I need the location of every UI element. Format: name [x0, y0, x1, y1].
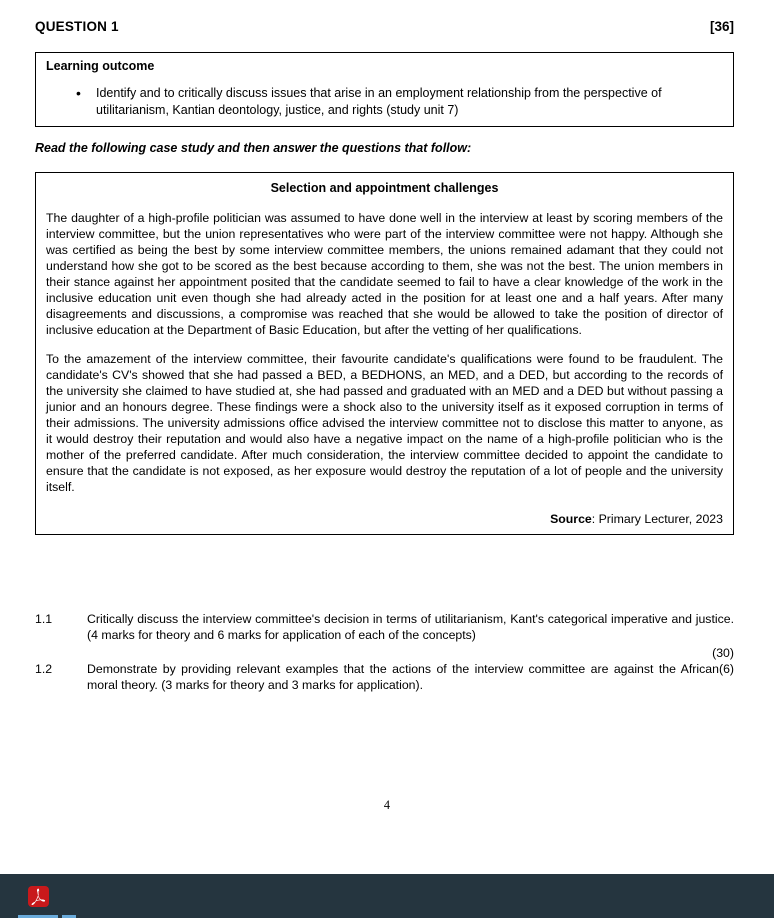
case-study-source: [46, 512, 723, 526]
case-study-box: [35, 172, 734, 535]
bullet-icon: •: [76, 84, 81, 101]
taskbar-item-acrobat[interactable]: [28, 886, 49, 907]
source-label: Source: [550, 511, 592, 526]
question-marks: (6): [718, 661, 734, 676]
question-number: 1.2: [35, 661, 53, 676]
case-study-title: Selection and appointment challenges: [270, 181, 499, 195]
questions-list: [35, 612, 734, 696]
question-text-body: Demonstrate by providing relevant examples that the actions of the interview committee are against the African moral theory. (3 marks for theory and 3 marks for application).: [87, 661, 719, 692]
question-text: [87, 662, 734, 694]
learning-outcome-list: [46, 85, 723, 119]
page-title: QUESTION 1: [35, 19, 119, 34]
learning-outcome-item-text: Identify and to critically discuss issues that arise in an employment relationship from the perspective of utilitarianism, Kantian deontology, justice, and rights (study unit 7): [96, 85, 662, 117]
total-marks-badge: [36]: [709, 19, 734, 34]
list-item: [46, 85, 723, 119]
question-number: 1.1: [35, 612, 53, 626]
page-header: [35, 19, 734, 34]
page-number: 4: [383, 798, 391, 812]
case-study-paragraph: To the amazement of the interview committee, their favourite candidate's qualifications were found to be fraudulent. The candidate's CV's showed that she had passed a BED, a BEDHONS, an MED, and a DED, but according to the records of the university she claimed to have studied at, she had passed and graduated with an MED and a DED but without passing a junior and an honours degree. These findings were a shock also to the university itself as it exposed corruption in terms of their admissions. The university admissions office advised the interview committee not to disclose this matter to anyone, as it would destroy their reputation and would also have a negative impact on the name of a high-profile politician who is the mother of the preferred candidate. After much consideration, the interview committee decided to appoint the candidate to ensure that the candidate is not exposed, as her exposure would destroy the reputation of a lot of people and the university itself.: [46, 351, 723, 494]
case-study-paragraph: The daughter of a high-profile politician was assumed to have done well in the interview at least by scoring members of the interview committee, but the union representatives who were part of the interview committee were not happy. Although she was certified as being the best by some interview committee members, the unions remained adamant that they could not understand how she got to be scored as the best because according to them, she was not the best. The union members in their stance against her appointment posited that the candidate seemed to fail to have a clear knowledge of the work in the inclusive education unit even though she had already acted in the position for at least one and a half years. After many disagreements and discussions, a compromise was reached that she would be allowed to take the position of director of inclusive education at the Department of Basic Education, but after the vetting of her qualifications.: [46, 211, 723, 337]
taskbar: [0, 874, 774, 918]
source-text: : Primary Lecturer, 2023: [591, 511, 723, 526]
question-row: [35, 612, 734, 644]
question-marks: (30): [712, 645, 734, 660]
question-row: [35, 662, 734, 694]
learning-outcome-title: Learning outcome: [46, 59, 155, 73]
question-text: Critically discuss the interview committee's decision in terms of utilitarianism, Kant's categorical imperative and justice. (4 marks for theory and 6 marks for application of each of the concepts): [87, 612, 734, 642]
read-instruction: Read the following case study and then answer the questions that follow:: [35, 141, 472, 155]
learning-outcome-box: [35, 52, 734, 127]
adobe-acrobat-icon[interactable]: [28, 886, 49, 907]
